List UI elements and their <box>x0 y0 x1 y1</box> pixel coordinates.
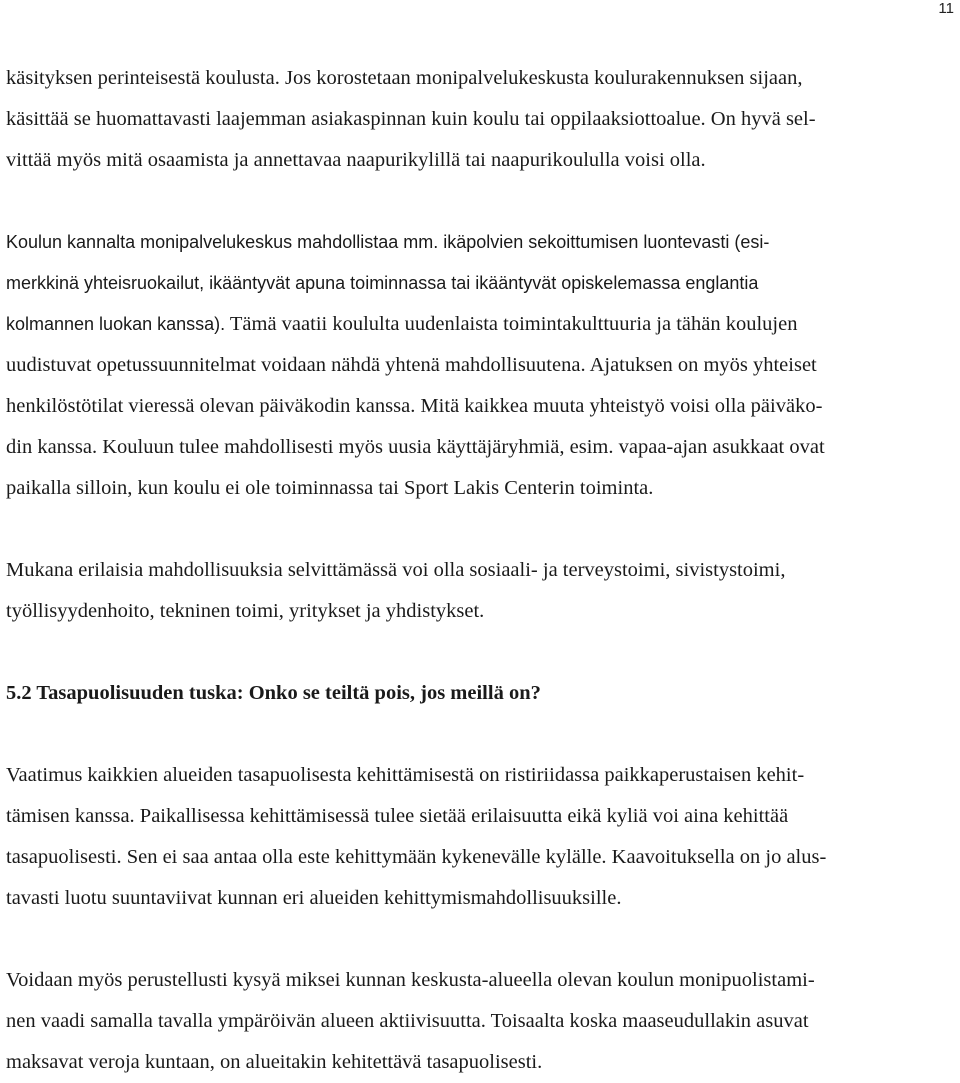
text-line: din kanssa. Kouluun tulee mahdollisesti myös uusia käyttäjäryhmiä, esim. vapaa-ajan asukkaat ovat <box>6 436 825 458</box>
document-body <box>6 58 954 1083</box>
paragraph-gap <box>6 919 954 960</box>
text-line: käsityksen perinteisestä koulusta. Jos korostetaan monipalvelukeskusta koulurakennuksen sijaan, <box>6 67 803 89</box>
text-line: henkilöstötilat vieressä olevan päiväkodin kanssa. Mitä kaikkea muuta yhteistyö voisi olla päiväko- <box>6 395 823 417</box>
text-line: Koulun kannalta monipalvelukeskus mahdollistaa mm. ikäpolvien sekoittumisen luontevasti (esi- <box>6 232 770 252</box>
paragraph-4 <box>6 755 954 919</box>
text-fragment-sans: kolmannen luokan kanssa). <box>6 314 226 334</box>
text-line: nen vaadi samalla tavalla ympäröivän alueen aktiivisuutta. Toisaalta koska maaseudullakin asuvat <box>6 1010 809 1032</box>
paragraph-5 <box>6 960 954 1083</box>
text-line: uudistuvat opetussuunnitelmat voidaan nähdä yhtenä mahdollisuutena. Ajatuksen on myös yhteiset <box>6 354 817 376</box>
text-line: paikalla silloin, kun koulu ei ole toiminnassa tai Sport Lakis Centerin toiminta. <box>6 477 654 499</box>
text-line: tämisen kanssa. Paikallisessa kehittämisessä tulee sietää erilaisuutta eikä kyliä voi aina kehittää <box>6 805 789 827</box>
paragraph-1 <box>6 58 954 181</box>
paragraph-2 <box>6 222 954 509</box>
paragraph-gap <box>6 181 954 222</box>
text-line-mixed <box>6 304 954 345</box>
text-line: Vaatimus kaikkien alueiden tasapuolisesta kehittämisestä on ristiriidassa paikkaperustaisen kehit- <box>6 764 805 786</box>
text-line: tasapuolisesti. Sen ei saa antaa olla este kehittymään kykenevälle kylälle. Kaavoituksella on jo alus- <box>6 846 827 868</box>
paragraph-3 <box>6 550 954 632</box>
section-heading: 5.2 Tasapuolisuuden tuska: Onko se teiltä pois, jos meillä on? <box>6 682 541 704</box>
text-line: merkkinä yhteisruokailut, ikääntyvät apuna toiminnassa tai ikääntyvät opiskelemassa englantia <box>6 273 759 293</box>
paragraph-gap <box>6 509 954 550</box>
text-fragment-serif: Tämä vaatii koululta uudenlaista toimintakulttuuria ja tähän koulujen <box>225 313 798 335</box>
page-number: 11 <box>938 0 954 17</box>
paragraph-gap <box>6 632 954 673</box>
text-line: tavasti luotu suuntaviivat kunnan eri alueiden kehittymismahdollisuuksille. <box>6 887 622 909</box>
text-line: käsittää se huomattavasti laajemman asiakaspinnan kuin koulu tai oppilaaksiottoalue. On hyvä sel- <box>6 108 816 130</box>
text-line: Voidaan myös perustellusti kysyä miksei kunnan keskusta-alueella olevan koulun monipuolistami- <box>6 969 815 991</box>
paragraph-gap <box>6 714 954 755</box>
text-line: vittää myös mitä osaamista ja annettavaa naapurikylillä tai naapurikoululla voisi olla. <box>6 149 706 171</box>
text-line: Mukana erilaisia mahdollisuuksia selvittämässä voi olla sosiaali- ja terveystoimi, sivistystoimi, <box>6 559 786 581</box>
text-line: työllisyydenhoito, tekninen toimi, yritykset ja yhdistykset. <box>6 600 485 622</box>
text-line: maksavat veroja kuntaan, on alueitakin kehitettävä tasapuolisesti. <box>6 1051 543 1073</box>
